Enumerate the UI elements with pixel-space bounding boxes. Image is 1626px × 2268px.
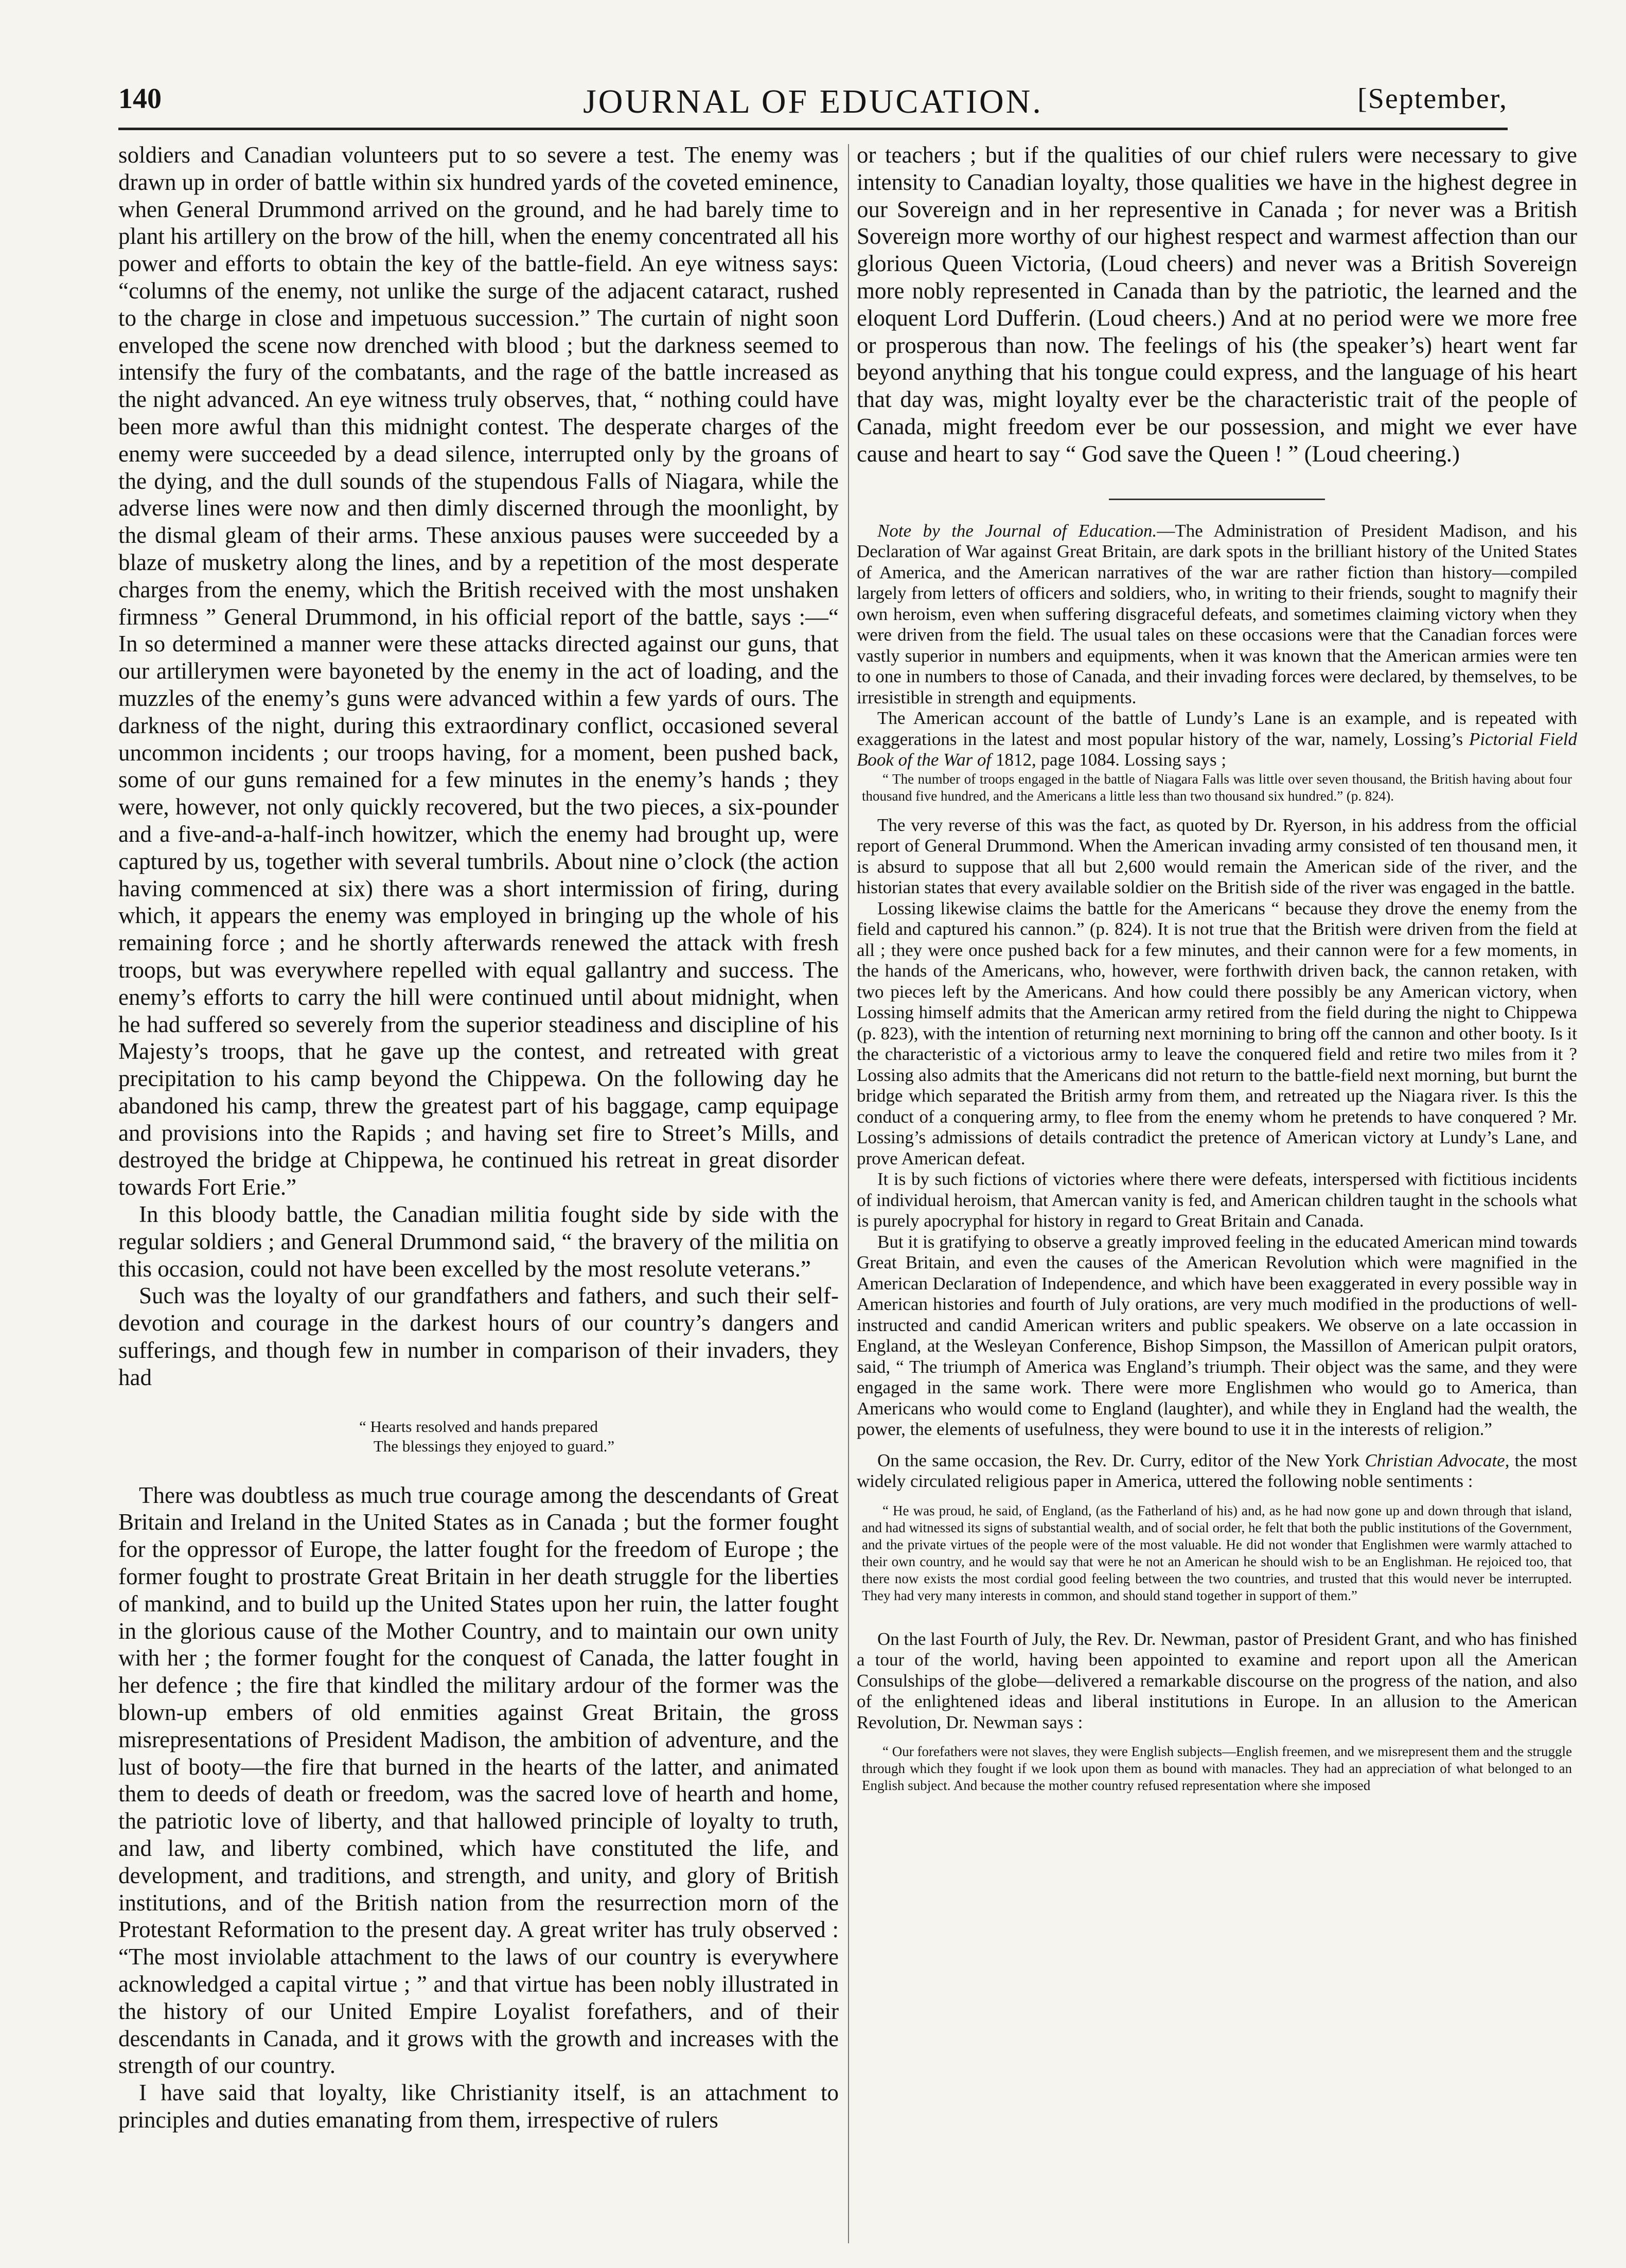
verse-quote — [118, 1417, 839, 1456]
text-run: the most widely circulated religious paper in America, uttered the following noble sentiments : — [857, 1450, 1577, 1492]
block-quote: “ He was proud, he said, of England, (as the Fatherland of his) and, as he had now gone up and down through that island, and had witnessed its signs of substantial wealth, and of social order, he felt that both the public institutions of the Government, and the private virtues of the people were of the most valuable. He did not wonder that Englishmen were warmly attached to their own country, and he would say that were he not an American he should wish to be an Englishman. He rejoiced too, that there now exists the most cordial good feeling between the two countries, and trusted that this would never be interrupted. They had very many interests in common, and should stand together in support of them.” — [862, 1502, 1572, 1603]
paragraph — [857, 1450, 1577, 1492]
paragraph: On the last Fourth of July, the Rev. Dr. Newman, pastor of President Grant, and who has finished a tour of the world, having been appointed to examine and report upon all the American Consulships of the globe—delivered a remarkable discourse on the progress of the nation, and also of the enlightened ideas and liberal institutions in Europe. In an allusion to the American Revolution, Dr. Newman says : — [857, 1628, 1577, 1732]
note-label: Note by the Journal of Education. — [877, 520, 1157, 541]
paragraph: The very reverse of this was the fact, as quoted by Dr. Ryerson, in his address from the official report of General Drummond. When the American invading army consisted of ten thousand men, it is absurd to suppose that all but 2,600 would remain the American side of the river, and the historian states that every available soldier on the British side of the river was engaged in the battle. — [857, 814, 1577, 898]
paragraph: There was doubtless as much true courage among the descendants of Great Britain and Ireland in the United States as in Canada ; but the former fought for the oppressor of Europe, the latter fought for the freedom of Europe ; the former fought to prostrate Great Britain in her death struggle for the liberties of mankind, and to build up the United States upon her ruin, the latter fought in the glorious cause of the Mother Country, and to maintain our own unity with her ; the former fought for the conquest of Canada, the latter fought in her defence ; the fire that kindled the military ardour of the former was the blown-up embers of old enmities against Great Britain, the gross misrepresentations of President Madison, the ambition of adventure, and the lust of booty—the fire that burned in the hearts of the latter, and animated them to deeds of death or freedom, was the sacred love of hearth and home, the patriotic love of liberty, and that hallowed principle of loyalty to truth, and law, and liberty combined, which have constituted the life, and development, and traditions, and strength, and unity, and glory of British institutions, and of the British nation from the resurrection morn of the Protestant Reformation to the present day. A great writer has truly observed : “The most inviolable attachment to the laws of our country is everywhere acknowledged a capital virtue ; ” and that virtue has been nobly illustrated in the history of our United Empire Loyalist forefathers, and of their descendants in Canada, and it grows with the growth and increases with the strength of our country. — [118, 1482, 839, 2079]
block-quote: “ The number of troops engaged in the battle of Niagara Falls was little over seven thousand, the British having about four thousand five hundred, and the Americans a little less than two thousand six hundred.” (p. 824). — [862, 771, 1572, 804]
paragraph — [857, 708, 1577, 771]
month-label: [September, — [1357, 83, 1508, 115]
paragraph: Such was the loyalty of our grandfathers and fathers, and such their self-devotion and courage in the darkest hours of our country’s dangers and sufferings, and though few in number in comparison of their invaders, they had — [118, 1283, 839, 1390]
section-rule — [1109, 499, 1325, 500]
text-run: 1812, page 1084. Lossing says ; — [991, 750, 1227, 770]
journal-title: JOURNAL OF EDUCATION. — [583, 83, 1043, 120]
paragraph: It is by such fictions of victories where there were defeats, interspersed with fictitious incidents of individual heroism, that Amercan vanity is fed, and American children taught in the schools what is purely apocryphal for history in regard to Great Britain and Canada. — [857, 1169, 1577, 1231]
verse-line: The blessings they enjoyed to guard.” — [373, 1437, 615, 1455]
left-column — [118, 141, 839, 2256]
block-quote: “ Our forefathers were not slaves, they were English subjects—English freemen, and we misrepresent them and the struggle through which they fought if we look upon them as bound with manacles. They had an appreciation of what belonged to an English subject. And because the mother country refused representation where she imposed — [862, 1744, 1572, 1794]
paragraph: Lossing likewise claims the battle for the Americans “ because they drove the enemy from the field and captured his cannon.” (p. 824). It is not true that the British were driven from the field at all ; they were once pushed back for a few minutes, and their cannon were for a few moments, in the hands of the Americans, who, however, were forthwith driven back, the cannon retaken, with two pieces left by the Americans. And how could there possibly be any American victory, when Lossing himself admits that the American army retired from the field during the night to Chippewa (p. 823), with the intention of returning next mornining to bring off the cannon and other booty. Is it the characteristic of a victorious army to leave the conquered field and retire two miles from it ? Lossing also admits that the Americans did not return to the battle-field next morning, but burnt the bridge which separated the British army from them, and retreated up the Niagara river. Is this the conduct of a conquering army, to flee from the enemy whom he pretends to have conquered ? Mr. Lossing’s admissions of details contradict the pretence of American victory at Lundy’s Lane, and prove American defeat. — [857, 898, 1577, 1168]
paragraph: or teachers ; but if the qualities of our chief rulers were necessary to give intensity to Canadian loyalty, those qualities we have in the highest degree in our Sovereign and in her representive in Canada ; for never was a British Sovereign more worthy of our highest respect and warmest affection than our glorious Queen Victoria, (Loud cheers) and never was a British Sovereign more nobly represented in Canada than by the patriotic, the learned and the eloquent Lord Dufferin. (Loud cheers.) And at no period were we more free or prosperous than now. The feelings of his (the speaker’s) heart went far beyond anything that his tongue could express, and the language of his heart that day was, might loyalty ever be the characteristic trait of the people of Canada, might freedom ever be our possession, and might we ever have cause and heart to say “ God save the Queen ! ” (Loud cheering.) — [857, 142, 1577, 467]
text-run: The American account of the battle of Lundy’s Lane is an example, and is repeated with exaggerations in the latest and most popular history of the war, namely, Lossing’s — [857, 708, 1577, 749]
header-rule — [118, 128, 1508, 130]
paragraph: I have said that loyalty, like Christianity itself, is an attachment to principles and duties emanating from them, irrespective of rulers — [118, 2080, 839, 2133]
paragraph: soldiers and Canadian volunteers put to so severe a test. The enemy was drawn up in order of battle within six hundred yards of the coveted eminence, when General Drummond arrived on the ground, and he had barely time to plant his artillery on the brow of the hill, when the enemy concentrated all his power and efforts to obtain the key of the battle-field. An eye witness says: “columns of the enemy, not unlike the surge of the adjacent cataract, rushed to the charge in close and impetuous succession.” The curtain of night soon enveloped the scene now drenched with blood ; but the darkness seemed to intensify the fury of the combatants, and the rage of the battle increased as the night advanced. An eye witness truly observes, that, “ nothing could have been more awful than this midnight contest. The desperate charges of the enemy were succeeded by a dead silence, interrupted only by the groans of the dying, and the dull sounds of the stupendous Falls of Niagara, while the adverse lines were now and then dimly discerned through the moonlight, by the dismal gleam of their arms. These anxious pauses were succeeded by a blaze of musketry along the lines, and by a repetition of the most desperate charges from the enemy, which the British received with the most unshaken firmness ” General Drummond, in his official report of the battle, says :—“ In so determined a manner were these attacks directed against our guns, that our artillerymen were bayoneted by the enemy in the act of loading, and the muzzles of the enemy’s guns were advanced within a few yards of ours. The darkness of the night, during this extraordinary conflict, occasioned several uncommon incidents ; our troops having, for a moment, been pushed back, some of our guns remained for a few minutes in the enemy’s hands ; they were, however, not only quickly recovered, but the two pieces, a six-pounder and a five-and-a-half-inch howitzer, which the enemy had brought up, were captured by us, together with several tumbrils. About nine o’clock (the action having commenced at six) there was a short intermission of firing, during which, it appears the enemy was employed in bringing up the whole of his remaining force ; and he shortly afterwards renewed the attack with fresh troops, but was everywhere repelled with equal gallantry and success. The enemy’s efforts to carry the hill were continued until about midnight, when he had suffered so severely from the superior steadiness and discipline of his Majesty’s troops, that he gave up the contest, and retreated with great precipitation to his camp beyond the Chippewa. On the following day he abandoned his camp, threw the greatest part of his baggage, camp equipage and provisions into the Rapids ; and having set fire to Street’s Mills, and destroyed the bridge at Chippewa, he continued his retreat in great disorder towards Fort Erie.” — [118, 142, 839, 1200]
page-header — [118, 82, 1508, 139]
right-column — [857, 141, 1577, 2256]
paper-title: Christian Advocate, — [1365, 1450, 1510, 1470]
editor-note — [857, 521, 1577, 708]
verse-line: “ Hearts resolved and hands prepared — [359, 1417, 598, 1436]
paragraph: But it is gratifying to observe a greatly improved feeling in the educated American mind towards Great Britain, and even the causes of the American Revolution which were magnified in the American Declaration of Independence, and which have been exaggerated in every possible way in American histories and fourth of July orations, are very much modified in the productions of well-instructed and candid American writers and public speakers. We observe on a late occassion in England, at the Wesleyan Conference, Bishop Simpson, the Massillon of American pulpit orators, said, “ The triumph of America was England’s triumph. Their object was the same, and they were engaged in the same work. There were more Englishmen who would go to America, than Americans who would come to England (laughter), and while they in England had the wealth, the power, the elements of usefulness, they were bound to use it in the interests of religion.” — [857, 1231, 1577, 1440]
text-run: On the same occasion, the Rev. Dr. Curry, editor of the New York — [877, 1450, 1365, 1470]
paragraph: In this bloody battle, the Canadian militia fought side by side with the regular soldiers ; and General Drummond said, “ the bravery of the militia on this occasion, could not have been excelled by the most resolute veterans.” — [118, 1201, 839, 1282]
page-number: 140 — [118, 83, 162, 115]
column-divider — [848, 144, 849, 2243]
note-text: —The Administration of President Madison, and his Declaration of War against Great Britain, are dark spots in the brilliant history of the United States of America, and the American narratives of the war are rather fiction than history—compiled largely from letters of officers and soldiers, who, in writing to their friends, sought to magnify their own heroism, even when suffering disgraceful defeats, and sometimes claiming victory when they were driven from the field. The usual tales on these occasions were that the Canadian forces were vastly superior in numbers and equipments, when it was known that the American armies were ten to one in numbers to those of Canada, and their invading forces were declared, by themselves, to be irresistible in strength and equipments. — [857, 520, 1577, 707]
book-title: Pictorial Field Book of the War of — [857, 729, 1577, 770]
